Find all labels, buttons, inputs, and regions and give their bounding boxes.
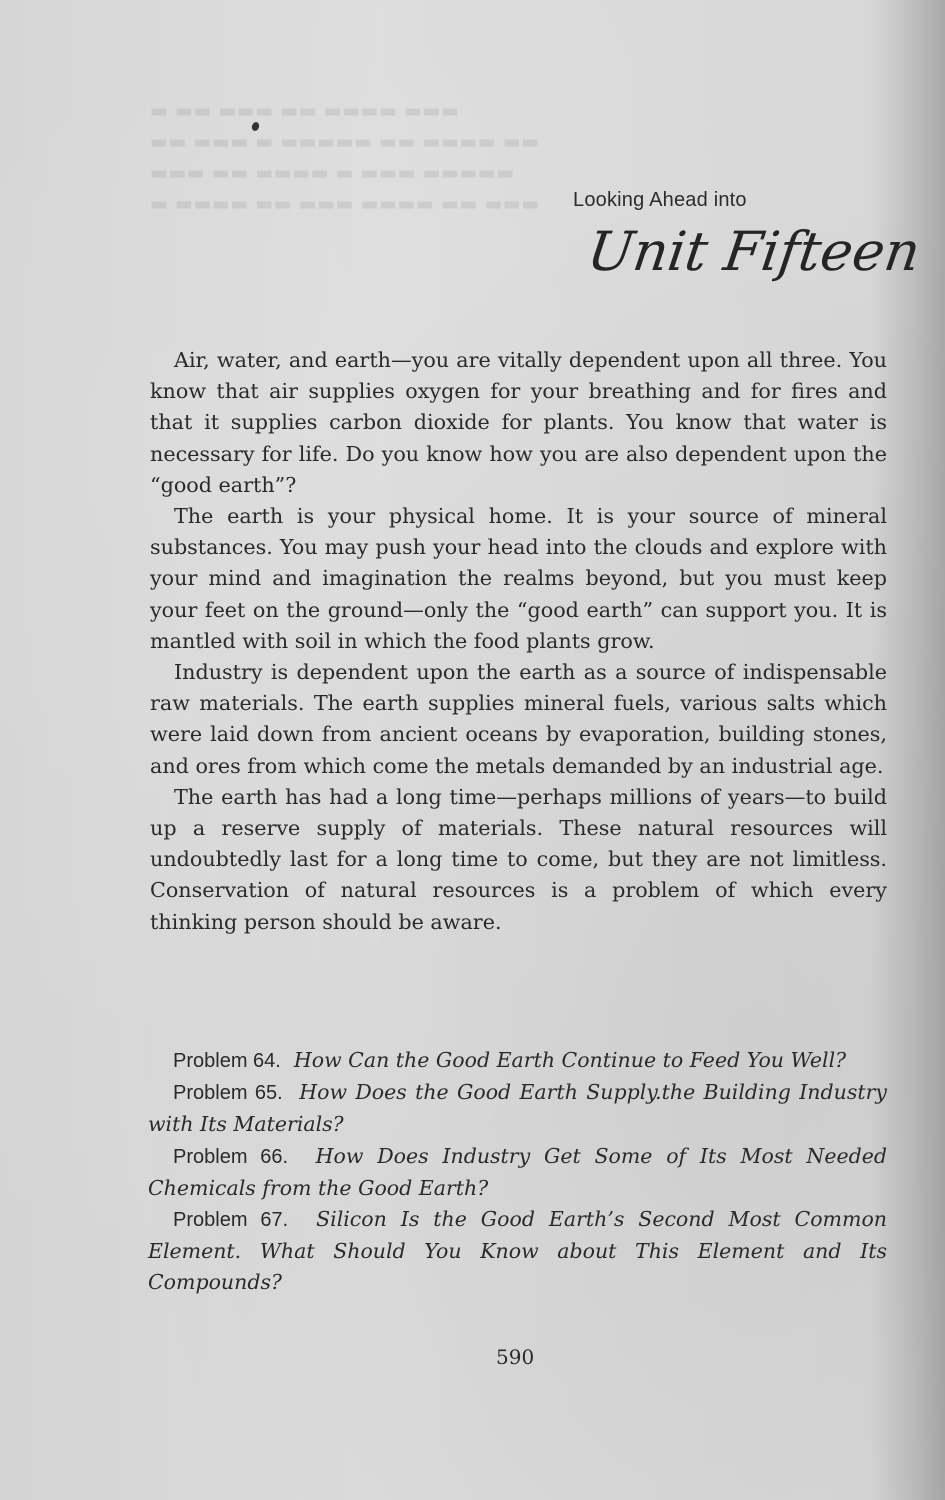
section-intro: Looking Ahead into: [573, 189, 747, 211]
page-number: 590: [496, 1345, 535, 1369]
problem-item: [148, 1077, 887, 1140]
problem-label: Problem 67.: [173, 1209, 289, 1232]
problem-label: Problem 65.: [173, 1082, 283, 1105]
paragraph: The earth has had a long time—perhaps millions of years—to build up a reserve supply of materials. These natural resources will undoubtedly last for a long time to come, but they are not limitless. Conservation of natural resources is a problem of which every thinking person should be aware.: [150, 784, 887, 934]
body-text: [150, 345, 887, 938]
paragraph: Air, water, and earth—you are vitally dependent upon all three. You know that air supplies oxygen for your breathing and for fires and that it supplies carbon dioxide for plants. You know that water is necessary for life. Do you know how you are also dependent upon the “good earth”?: [150, 348, 887, 497]
problem-title: How Does Industry Get Some of Its Most Needed Chemicals from the Good Earth?: [148, 1143, 887, 1200]
problem-label: Problem 64.: [173, 1050, 281, 1072]
paragraph: The earth is your physical home. It is your source of mineral substances. You may push your head into the clouds and explore with your mind and imagination the realms beyond, but you must keep your feet on the ground—only the “good earth” can support you. It is mantled with soil in which the food plants grow.: [150, 504, 887, 653]
show-through-texture: ▬ ▬▬ ▬▬▬ ▬▬ ▬▬▬▬ ▬▬▬ ▬▬ ▬▬▬ ▬ ▬▬▬▬▬ ▬▬ ▬▬▬▬ ▬▬ ▬▬▬ ▬▬ ▬▬▬▬ ▬ ▬▬▬ ▬▬▬▬▬ ▬ ▬▬▬▬ ▬▬ ▬▬▬ ▬▬▬▬ ▬▬ ▬▬▬: [150, 100, 540, 215]
problem-item: [148, 1141, 887, 1204]
problem-list: [148, 1045, 887, 1299]
unit-title: Unit Fifteen: [583, 220, 925, 283]
problem-title: Silicon Is the Good Earth’s Second Most Common Element. What Should You Know about This Element and Its Compounds?: [148, 1207, 887, 1295]
bullet-mark: [251, 121, 261, 132]
problem-item: [148, 1204, 887, 1299]
problem-title: How Can the Good Earth Continue to Feed You Well?: [293, 1048, 847, 1072]
problem-item: [148, 1045, 887, 1077]
problem-title: How Does the Good Earth Supply.the Building Industry with Its Materials?: [148, 1080, 887, 1137]
problem-label: Problem 66.: [173, 1145, 289, 1168]
paragraph: Industry is dependent upon the earth as a source of indispensable raw materials. The earth supplies mineral fuels, various salts which were laid down from ancient oceans by evaporation, building stones, and ores from which come the metals demanded by an industrial age.: [150, 660, 887, 778]
